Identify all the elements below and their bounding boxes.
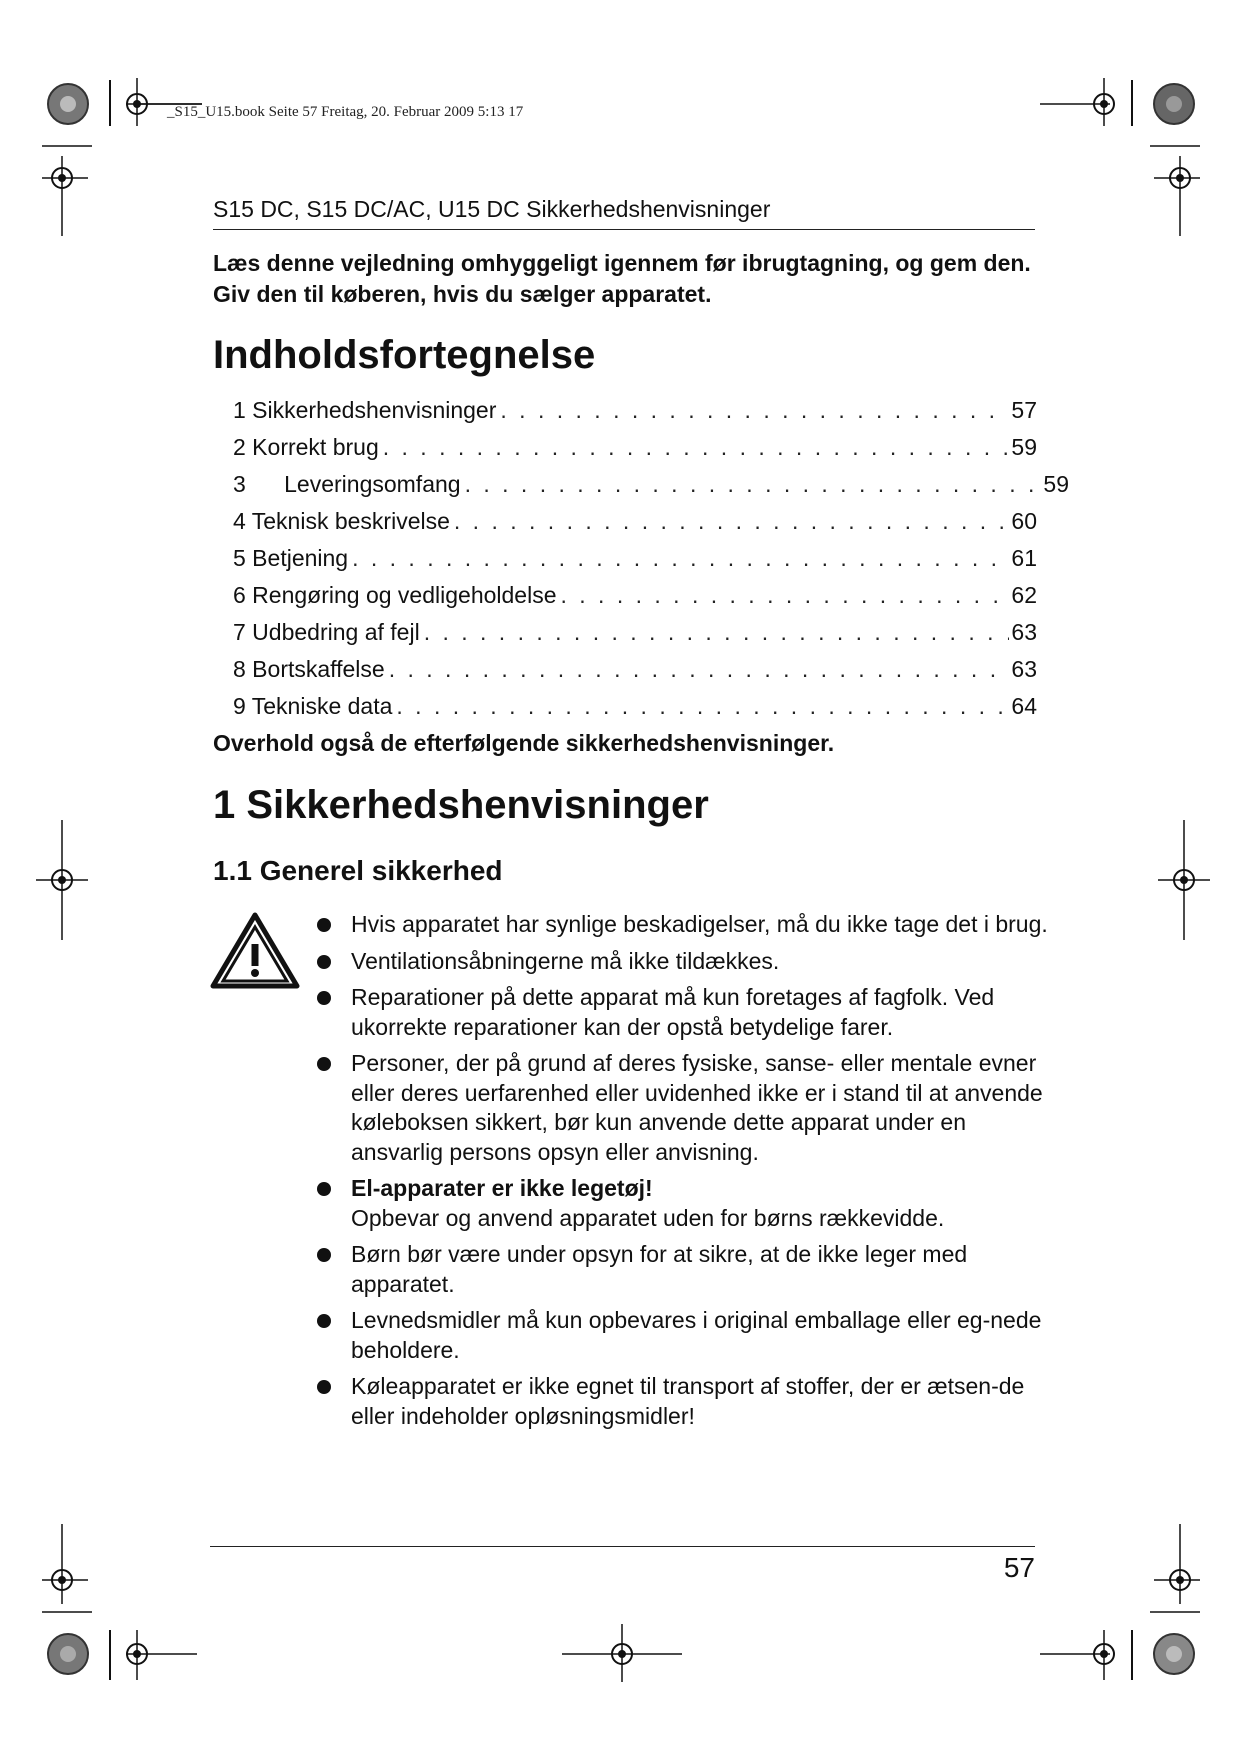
toc-entry[interactable] [233,392,1037,429]
toc-dot-leader [496,392,1009,429]
registration-mark-bottom-center [562,1624,682,1684]
list-item-heading: El-apparater er ikke legetøj! [351,1175,653,1201]
toc-entry-label: 7 Udbedring af fejl [233,619,420,645]
list-item-text: Hvis apparatet har synlige beskadigelser, må du ikke tage det i brug. [351,911,1048,937]
page-number: 57 [1003,1552,1035,1583]
bullet-icon [317,955,331,969]
list-item [313,1372,1048,1431]
registration-mark-mid-left [36,820,96,940]
list-item [313,983,1048,1042]
list-item [313,910,1048,940]
toc-entry-page: 64 [1011,693,1037,719]
toc-entry[interactable] [233,429,1037,466]
toc-entry-page: 60 [1011,508,1037,534]
toc-entry[interactable] [233,466,1069,503]
bullet-icon [317,991,331,1005]
toc-entry-page: 63 [1011,656,1037,682]
registration-mark-mid-right [1158,820,1218,940]
toc-entry[interactable] [233,577,1037,614]
warning-triangle-icon [210,912,300,990]
toc-title: Indholdsfortegnelse [213,333,596,377]
bullet-icon [317,1248,331,1262]
bullet-icon [317,1182,331,1196]
toc-entry-label: 3 Leveringsomfang [233,471,461,497]
list-item-text: Reparationer på dette apparat må kun foretages af fagfolk. Ved ukorrekte reparationer kan der opstå betydelige farer. [351,984,995,1040]
list-item [313,1174,1048,1233]
list-item [313,1306,1048,1365]
toc-entry-page: 59 [1043,471,1069,497]
toc-dot-leader [379,429,1009,466]
list-item-text: Ventilationsåbningerne må ikke tildækkes. [351,947,780,974]
toc-dot-leader [450,503,1009,540]
intro-text: Læs denne vejledning omhyggeligt igennem før ibrugtagning, og gem den. Giv den til køberen, hvis du sælger apparatet. [213,250,1031,307]
registration-mark-bottom-left [42,1524,202,1694]
registration-mark-top-left [42,78,202,248]
bullet-icon [317,1057,331,1071]
toc-entry[interactable] [233,503,1037,540]
list-item [313,1049,1048,1167]
subsection-title: 1.1 Generel sikkerhed [213,855,503,886]
registration-mark-top-right [1040,78,1200,248]
bullet-icon [317,918,331,932]
toc-entry-label: 4 Teknisk beskrivelse [233,508,450,534]
toc-entry-label: 9 Tekniske data [233,693,393,719]
toc-entry-label: 5 Betjening [233,545,349,571]
toc-dot-leader [420,614,1009,651]
toc-entry-label: 1 Sikkerhedshenvisninger [233,397,497,423]
bullet-icon [317,1314,331,1328]
toc-dot-leader [557,577,1010,614]
print-slug: _S15_U15.book Seite 57 Freitag, 20. Februar 2009 5:13 17 [167,104,524,120]
toc-entry-label: 8 Bortskaffelse [233,656,385,682]
toc-entry[interactable] [233,688,1037,725]
toc-entry-page: 57 [1011,397,1037,423]
list-item-text: Opbevar og anvend apparatet uden for børns rækkevidde. [351,1204,945,1231]
toc-entry-page: 61 [1011,545,1037,571]
registration-mark-bottom-right [1040,1524,1200,1694]
list-item-text: Køleapparatet er ikke egnet til transport af stoffer, der er ætsen-de eller indeholder opløsningsmidler! [351,1373,1025,1429]
section-title: 1 Sikkerhedshenvisninger [213,783,709,827]
bullet-icon [317,1380,331,1394]
toc-entry[interactable] [233,540,1037,577]
toc-entry-page: 62 [1011,582,1037,608]
toc-entry-page: 59 [1011,434,1037,460]
running-head: S15 DC, S15 DC/AC, U15 DC Sikkerhedshenvisninger [213,196,1035,230]
list-item-text: Personer, der på grund af deres fysiske, sanse- eller mentale evner eller deres uerfarenhed eller uvidenhed ikke er i stand til at anvende køleboksen sikkert, bør kun anvende dette apparat under en ansvarlig persons opsyn eller anvisning. [351,1050,1043,1165]
toc-entry[interactable] [233,651,1037,688]
toc-dot-leader [348,540,1009,577]
toc-entry[interactable] [233,614,1037,651]
list-item [313,947,1048,977]
safety-bullet-list [313,910,1048,1438]
list-item-text: Børn bør være under opsyn for at sikre, at de ikke leger med apparatet. [351,1241,968,1297]
list-item-text: Levnedsmidler må kun opbevares i original emballage eller eg-nede beholdere. [351,1307,1042,1363]
toc-entry-label: 2 Korrekt brug [233,434,379,460]
footer-rule [210,1546,1035,1547]
table-of-contents [233,392,1069,725]
toc-dot-leader [392,688,1009,725]
safety-note: Overhold også de efterfølgende sikkerhedshenvisninger. [213,730,835,756]
toc-dot-leader [461,466,1041,503]
toc-entry-page: 63 [1011,619,1037,645]
toc-dot-leader [385,651,1009,688]
list-item [313,1240,1048,1299]
toc-entry-label: 6 Rengøring og vedligeholdelse [233,582,557,608]
